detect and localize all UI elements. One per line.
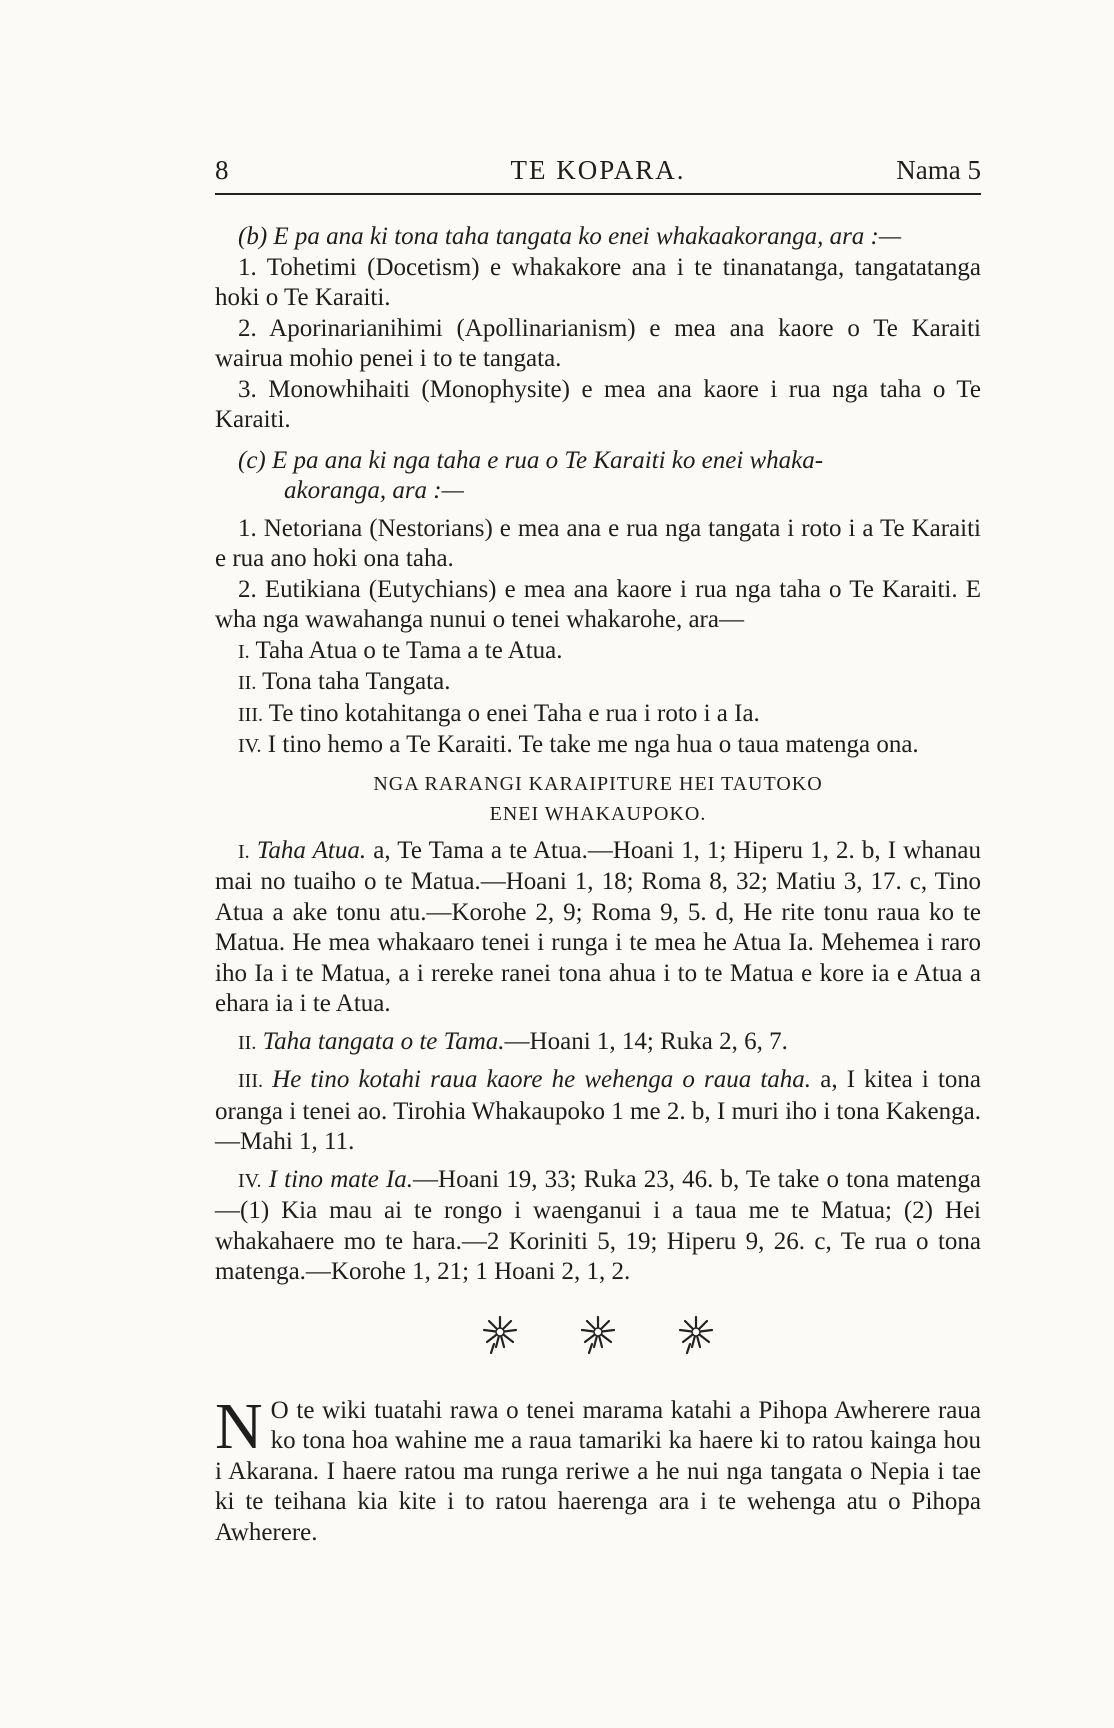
ornament-divider xyxy=(215,1314,981,1354)
section-b-item: 2. Aporinarianihimi (Apollinarianism) e mea ana kaore o Te Karaiti wairua mohio penei i to te tangata. xyxy=(215,314,981,372)
scripture-entry: II. Taha tangata o te Tama.—Hoani 1, 14; Ruka 2, 6, 7. xyxy=(238,1027,788,1055)
page-number: 8 xyxy=(215,155,229,185)
section-c-item: 2. Eutikiana (Eutychians) e mea ana kaore i rua nga taha o Te Karaiti. E wha nga wawahanga nunui o tenei whakarohe, ara— xyxy=(215,575,981,633)
running-header xyxy=(215,155,981,193)
scripture-heading: NGA RARANGI KARAIPITURE HEI TAUTOKO ENEI WHAKAUPOKO. xyxy=(373,772,823,825)
section-b-item: 3. Monowhihaiti (Monophysite) e mea ana kaore i rua nga taha o Te Karaiti. xyxy=(215,375,981,433)
closing-paragraph: N O te wiki tuatahi rawa o tenei marama katahi a Pihopa Awherere raua ko tona hoa wahine me a raua tamariki ka haere ki to ratou kainga hou i Akarana. I haere ratou ma runga reriwe a he nui nga tangata o Nepia i tae ki te teihana kia kite i to ratou haerenga ara i te wehenga atu o Pihopa Awherere. xyxy=(215,1389,981,1546)
section-b-item: 1. Tohetimi (Docetism) e whakakore ana i te tinanatanga, tangatatanga hoki o Te Karaiti. xyxy=(215,253,981,311)
flower-ornament-icon xyxy=(578,1314,618,1354)
roman-item: I. Taha Atua o te Tama a te Atua. xyxy=(238,636,563,664)
flower-ornament-icon xyxy=(676,1314,716,1354)
drop-cap: N xyxy=(215,1389,263,1463)
flower-ornament-icon xyxy=(480,1314,520,1354)
section-b-heading: (b) E pa ana ki tona taha tangata ko enei whakaakoranga, ara :— xyxy=(238,223,902,250)
section-c-heading: (c) E pa ana ki nga taha e rua o Te Karaiti ko enei whaka- xyxy=(238,446,824,474)
roman-item: IV. I tino hemo a Te Karaiti. Te take me nga hua o taua matenga ona. xyxy=(238,731,919,758)
section-c-item: 1. Netoriana (Nestorians) e mea ana e rua nga tangata i roto i a Te Karaiti e rua ano hoki ona taha. xyxy=(215,514,981,572)
section-c-heading-cont: akoranga, ara :— xyxy=(284,477,464,504)
scripture-entry: I. Taha Atua. a, Te Tama a te Atua.—Hoani 1, 1; Hiperu 1, 2. b, I whanau mai no tuaiho o te Matua.—Hoani 1, 18; Roma 8, 32; Matiu 3, 17. c, Tino Atua a ake tonu atu.—Korohe 2, 9; Roma 9, 5. d, He rite tonu raua ko te Matua. He mea whakaaro tenei i runga i te mea he Atua Ia. Mehemea i raro iho Ia i te Matua, a i rereke ranei tona ahua i to te Matua e kore ia e Atua a ehara ia i te Atua. xyxy=(215,836,982,1017)
journal-title: TE KOPARA. xyxy=(510,155,686,185)
scripture-entry: IV. I tino mate Ia.—Hoani 19, 33; Ruka 23, 46. b, Te take o tona matenga—(1) Kia mau ai te rongo i waenganui i a taua me te Matua; (2) Hei whakahaere mo te hara.—2 Koriniti 5, 19; Hiperu 9, 26. c, Te rua o tona matenga.—Korohe 1, 21; 1 Hoani 2, 1, 2. xyxy=(215,1165,982,1285)
issue-number: Nama 5 xyxy=(896,155,981,185)
page-body xyxy=(215,222,981,1548)
roman-item: III. Te tino kotahitanga o enei Taha e rua i roto i a Ia. xyxy=(238,699,760,727)
scripture-entry: III. He tino kotahi raua kaore he wehenga o raua taha. a, I kitea i tona oranga i tenei ao. Tirohia Whakaupoko 1 me 2. b, I muri iho i tona Kakenga.—Mahi 1, 11. xyxy=(215,1066,982,1155)
roman-item: II. Tona taha Tangata. xyxy=(238,668,451,695)
header-rule xyxy=(215,193,981,195)
